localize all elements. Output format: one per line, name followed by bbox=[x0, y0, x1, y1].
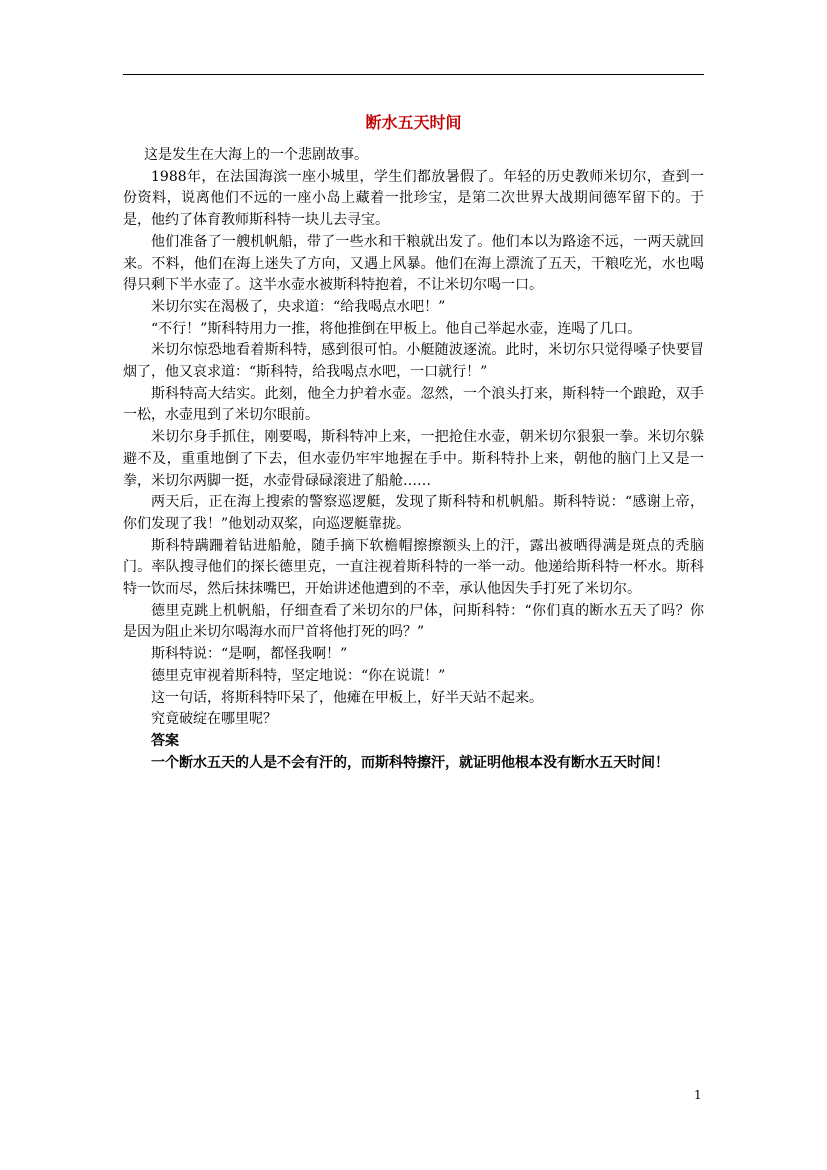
answer-text: 一个断水五天的人是不会有汗的，而斯科特擦汗，就证明他根本没有断水五天时间！ bbox=[151, 754, 669, 771]
question-paragraph: 究竟破绽在哪里呢？ bbox=[151, 711, 277, 728]
page-title: 断水五天时间 bbox=[365, 113, 462, 132]
paragraph: “不行！”斯科特用力一推，将他推倒在甲板上。他自己举起水壶，连喝了几口。 bbox=[151, 320, 642, 337]
header-rule bbox=[123, 74, 704, 75]
page-number: 1 bbox=[694, 1088, 702, 1102]
paragraph: 1988年，在法国海滨一座小城里，学生们都放暑假了。年轻的历史教师米切尔，查到一份资料，说离他们不远的一座小岛上藏着一批珍宝，是第二次世界大战期间德军留下的。于是，他约了体育教师斯科特一块儿去寻宝。 bbox=[123, 168, 704, 229]
paragraph: 斯科特说：“是啊，都怪我啊！” bbox=[151, 646, 348, 663]
paragraph: 斯科特蹒跚着钻进船舱，随手摘下软檐帽擦擦额头上的汗，露出被晒得满是斑点的秃脑门。率队搜寻他们的探长德里克，一直注视着斯科特的一举一动。他递给斯科特一杯水。斯科特一饮而尽，然后抹抹嘴巴，开始讲述他遭到的不幸，承认他因失手打死了米切尔。 bbox=[123, 537, 704, 598]
article-body bbox=[123, 145, 704, 774]
paragraph: 他们准备了一艘机帆船，带了一些水和干粮就出发了。他们本以为路途不远，一两天就回来。不料，他们在海上迷失了方向，又遇上风暴。他们在海上漂流了五天，干粮吃光，水也喝得只剩下半水壶了。这半水壶水被斯科特抱着，不让米切尔喝一口。 bbox=[123, 233, 704, 294]
paragraph: 德里克跳上机帆船，仔细查看了米切尔的尸体，问斯科特：“你们真的断水五天了吗？你是因为阻止米切尔喝海水而尸首将他打死的吗？” bbox=[123, 602, 704, 641]
paragraph: 两天后，正在海上搜索的警察巡逻艇，发现了斯科特和机帆船。斯科特说：“感谢上帝，你们发现了我！”他划动双桨，向巡逻艇靠拢。 bbox=[123, 494, 704, 532]
paragraph: 这一句话，将斯科特吓呆了，他瘫在甲板上，好半天站不起来。 bbox=[151, 689, 543, 706]
paragraph: 德里克审视着斯科特，坚定地说：“你在说谎！” bbox=[151, 667, 446, 684]
answer-label: 答案 bbox=[151, 732, 179, 749]
paragraph: 米切尔惊恐地看着斯科特，感到很可怕。小艇随波逐流。此时，米切尔只觉得嗓子快要冒烟了，他又哀求道：“斯科特，给我喝点水吧，一口就行！” bbox=[123, 342, 704, 381]
paragraph: 米切尔实在渴极了，央求道：“给我喝点水吧！” bbox=[151, 298, 446, 315]
paragraph: 斯科特高大结实。此刻，他全力护着水壶。忽然，一个浪头打来，斯科特一个踉跄，双手一松，水壶甩到了米切尔眼前。 bbox=[123, 385, 704, 424]
paragraph-intro: 这是发生在大海上的一个悲剧故事。 bbox=[144, 147, 368, 163]
paragraph: 米切尔身手抓住，刚要喝，斯科特冲上来，一把抢住水壶，朝米切尔狠狠一拳。米切尔躲避不及，重重地倒了下去，但水壶仍牢牢地握在手中。斯科特扑上来，朝他的脑门上又是一拳，米切尔两脚一挺，水壶骨碌碌滚进了船舱…… bbox=[123, 429, 704, 489]
